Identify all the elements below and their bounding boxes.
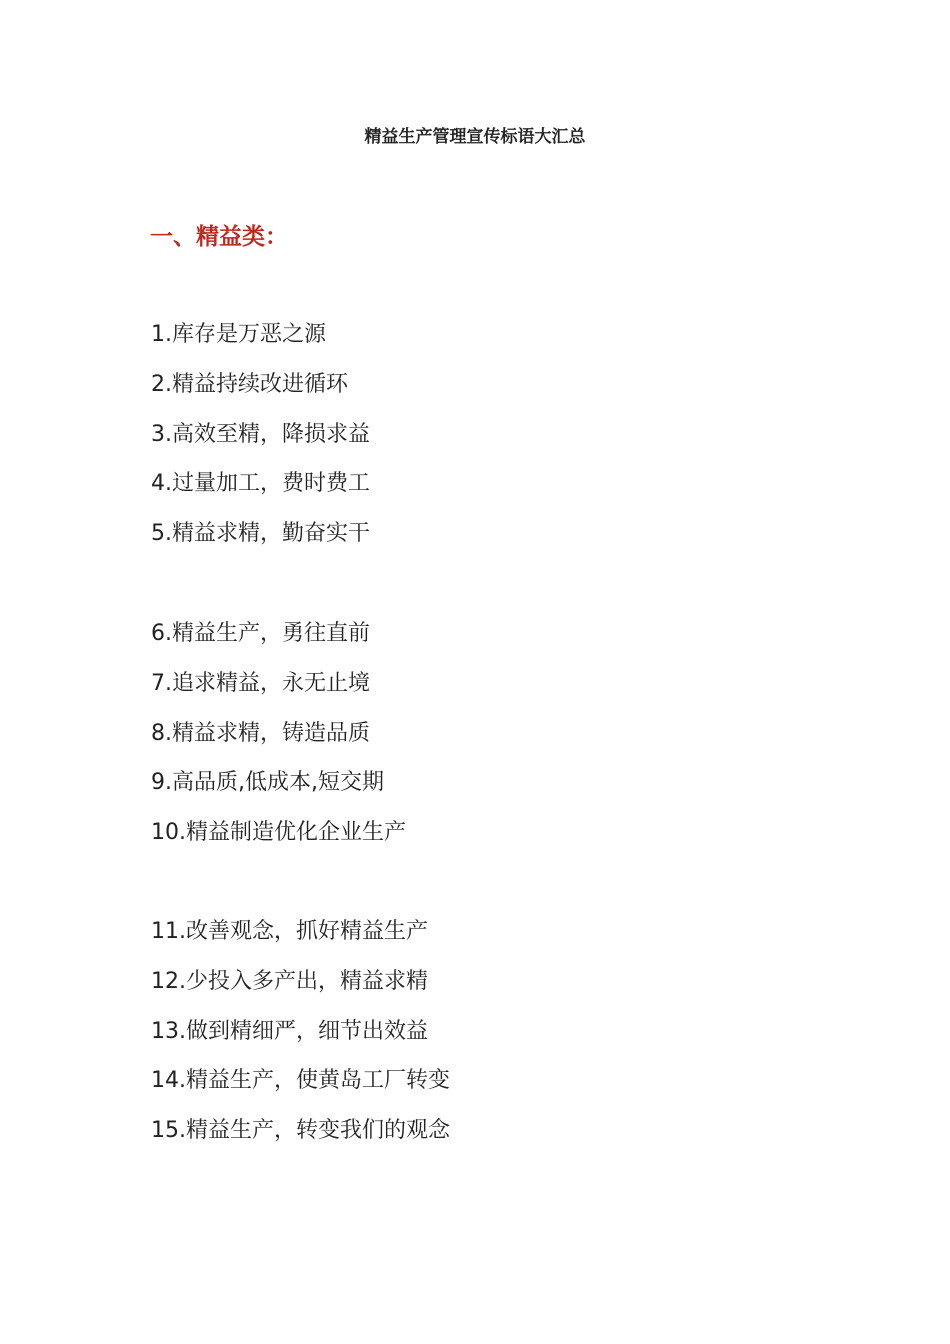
list-item: 10.精益制造优化企业生产	[151, 820, 406, 846]
section-heading: 一、精益类：	[150, 224, 288, 250]
list-item: 15.精益生产，转变我们的观念	[151, 1118, 450, 1144]
list-item: 5.精益求精，勤奋实干	[151, 521, 370, 547]
document-title: 精益生产管理宣传标语大汇总	[364, 127, 586, 147]
list-item: 13.做到精细严，细节出效益	[151, 1018, 428, 1044]
list-item: 3.高效至精，降损求益	[151, 421, 370, 447]
list-item: 7.追求精益，永无止境	[151, 670, 370, 696]
list-item: 11.改善观念，抓好精益生产	[151, 919, 428, 944]
list-item: 8.精益求精，铸造品质	[151, 720, 370, 746]
list-item: 4.过量加工，费时费工	[151, 471, 370, 497]
list-item: 2.精益持续改进循环	[151, 371, 348, 397]
list-item: 9.高品质,低成本,短交期	[151, 770, 384, 796]
slogan-list-group-1	[151, 310, 370, 559]
list-item: 12.少投入多产出，精益求精	[151, 968, 428, 994]
list-item: 1.库存是万恶之源	[151, 322, 326, 347]
list-item: 14.精益生产，使黄岛工厂转变	[151, 1068, 450, 1094]
slogan-list-group-3	[151, 907, 450, 1156]
slogan-list-group-2	[151, 609, 406, 858]
list-item: 6.精益生产，勇往直前	[151, 621, 370, 646]
